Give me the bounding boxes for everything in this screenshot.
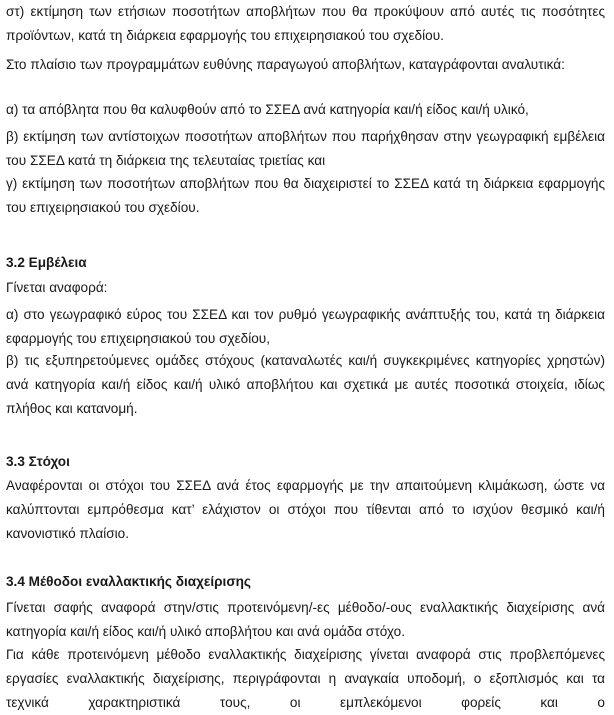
section-heading-3-2: [6, 251, 605, 275]
paragraph-text: Γίνεται σαφής αναφορά στην/στις προτεινόμενη/-ες μέθοδο/-ους εναλλακτικής διαχείρισης ανά κατηγορία και/ή είδος και/ή υλικό αποβλήτου και ανά ομάδα στόχο.: [6, 600, 605, 639]
paragraph-3-4-b: [6, 643, 605, 715]
paragraph-b: [6, 125, 605, 173]
section-title: 3.4 Μέθοδοι εναλλακτικής διαχείρισης: [6, 574, 252, 589]
paragraph-reference: [6, 276, 605, 300]
paragraph-text: Για κάθε προτεινόμενη μέθοδο εναλλακτικής διαχείρισης γίνεται αναφορά στις προβλεπόμενες εργασίες εναλλακτικής διαχείρισης, περιγράφονται η αναγκαία υποδομή, ο εξοπλισμός και τα τεχνικά χαρακτηριστικά τους, οι εμπλεκόμενοι φορείς και ο: [6, 647, 605, 710]
section-heading-3-3: [6, 450, 605, 474]
paragraph-text: Αναφέρονται οι στόχοι του ΣΣΕΔ ανά έτος εφαρμογής με την απαιτούμενη κλιμάκωση, ώστε να καλύπτονται εμπρόθεσμα κατ’ ελάχιστον οι στόχοι που τίθενται από το ισχύον θεσμικό και/ή κανονιστικό πλαίσιο.: [6, 478, 605, 541]
paragraph-text: Στο πλαίσιο των προγραμμάτων ευθύνης παραγωγού αποβλήτων, καταγράφονται αναλυτικά:: [6, 57, 565, 72]
paragraph-text: β) εκτίμηση των αντίστοιχων ποσοτήτων αποβλήτων που παρήχθησαν στην γεωγραφική εμβέλεια του ΣΣΕΔ κατά τη διάρκεια της τελευταίας τριετίας και: [6, 129, 605, 168]
paragraph-3-3: [6, 474, 605, 546]
paragraph-text: β) τις εξυπηρετούμενες ομάδες στόχους (καταναλωτές και/ή συγκεκριμένες κατηγορίες χρηστών) ανά κατηγορία και/ή είδος και/ή υλικό αποβλήτου και σχετικά με αυτές ποσοτικά στοιχεία, ιδίως πλήθος και κατανομή.: [6, 353, 605, 416]
section-heading-3-4: [6, 570, 605, 594]
paragraph-3-2-b: [6, 349, 605, 421]
paragraph-intro-programs: [6, 53, 605, 77]
paragraph-text: Γίνεται αναφορά:: [6, 280, 108, 295]
paragraph-text: γ) εκτίμηση των ποσοτήτων αποβλήτων που θα διαχειριστεί το ΣΣΕΔ κατά τη διάρκεια εφαρμογής του επιχειρησιακού του σχεδίου.: [6, 176, 605, 215]
paragraph-text: στ) εκτίμηση των ετήσιων ποσοτήτων αποβλήτων που θα προκύψουν από αυτές τις ποσότητες προϊόντων, κατά τη διάρκεια εφαρμογής του επιχειρησιακού του σχεδίου.: [6, 4, 605, 43]
paragraph-3-2-a: [6, 303, 605, 351]
paragraph-3-4-a: [6, 596, 605, 644]
paragraph-a: [6, 98, 605, 122]
section-title: 3.2 Εμβέλεια: [6, 255, 87, 270]
paragraph-st: [6, 0, 605, 48]
paragraph-c: [6, 172, 605, 220]
section-title: 3.3 Στόχοι: [6, 454, 70, 469]
paragraph-text: α) στο γεωγραφικό εύρος του ΣΣΕΔ και τον ρυθμό γεωγραφικής ανάπτυξής του, κατά τη διάρκεια εφαρμογής του επιχειρησιακού του σχεδίου,: [6, 307, 605, 346]
paragraph-text: α) τα απόβλητα που θα καλυφθούν από το ΣΣΕΔ ανά κατηγορία και/ή είδος και/ή υλικό,: [6, 102, 529, 117]
